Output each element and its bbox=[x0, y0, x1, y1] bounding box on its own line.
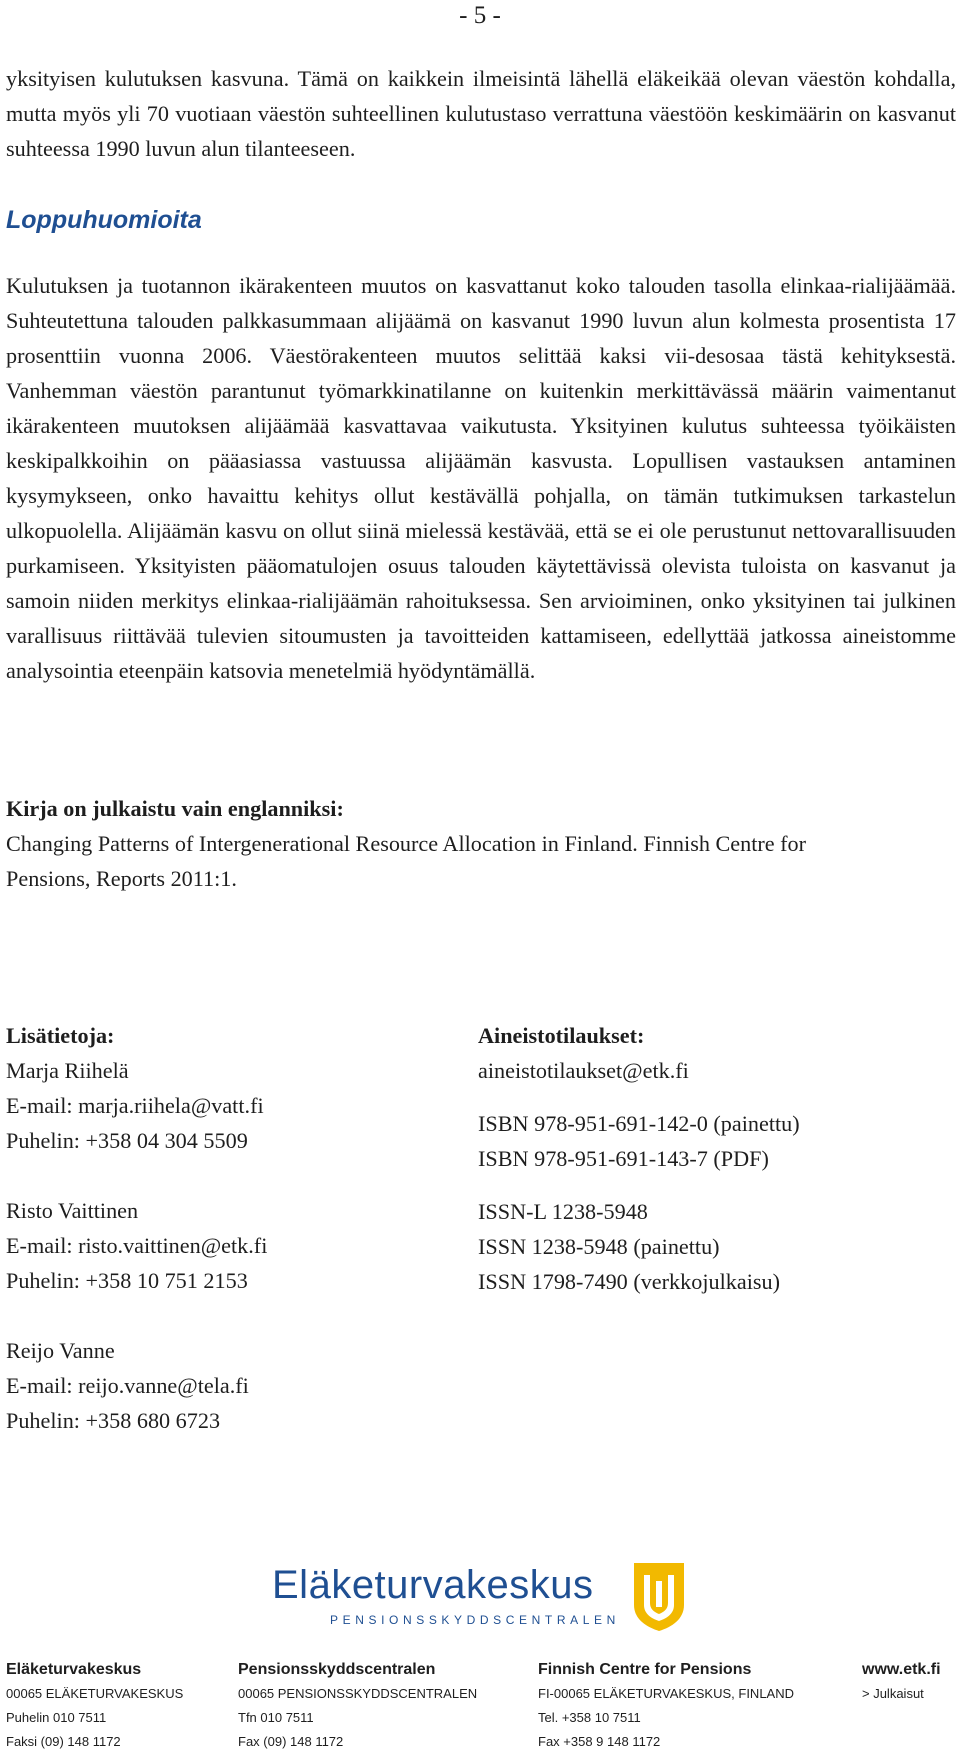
contact-phone: Puhelin: +358 04 304 5509 bbox=[6, 1128, 248, 1153]
footer-heading: Finnish Centre for Pensions bbox=[538, 1661, 752, 1678]
conclusion-paragraph: Kulutuksen ja tuotannon ikärakenteen muutos on kasvattanut koko talouden tasolla elinkaa-rialijäämää. Suhteutettuna talouden palkkasummaan alijäämä on kasvanut 1990 luvun alun kolmesta prosentista 17 prosenttiin vuonna 2006. Väestörakenteen muutos selittää kaksi vii-desosaa tästä kehityksestä. Vanhemman väestön parantunut työmarkkinatilanne on kuitenkin merkittävässä määrin vaimentanut ikärakenteen muutoksen alijäämää kasvattavaa vaikutusta. Yksityinen kulutus suhteessa työikäisten keskipalkkoihin on pääasiassa vastuussa alijäämän kasvusta. Lopullisen vastauksen antaminen kysymykseen, onko havaittu kehitys ollut kestävällä pohjalla, on tämän tutkimuksen tarkastelun ulkopuolella. Alijäämän kasvu on ollut siinä mielessä kestävää, että se ei ole perustunut nettovarallisuuden purkamiseen. Yksityisten pääomatulojen osuus talouden käytettävissä olevista tuloista on kasvanut ja samoin niiden merkitys elinkaa-rialijäämän rahoituksessa. Sen arvioiminen, onko yksityinen tai julkinen varallisuus riittävää tulevien sitoumusten ja tavoitteiden kattamiseen, edellyttää jatkossa aineistomme analysointia eteenpäin katsovia menetelmiä hyödyntämällä. bbox=[6, 273, 956, 683]
footer-line: 00065 PENSIONSSKYDDSCENTRALEN bbox=[238, 1686, 478, 1701]
logo-name: Eläketurvakeskus bbox=[272, 1563, 594, 1607]
section-heading: Loppuhuomioita bbox=[6, 206, 202, 234]
issn-line: ISSN 1238-5948 (painettu) bbox=[478, 1234, 720, 1259]
footer-line: FI-00065 ELÄKETURVAKESKUS, FINLAND bbox=[538, 1686, 795, 1701]
logo-subtitle: PENSIONSSKYDDSCENTRALEN bbox=[330, 1613, 620, 1627]
book-title-line: Pensions, Reports 2011:1. bbox=[6, 866, 237, 891]
footer-column bbox=[6, 1658, 183, 1754]
footer-line: 00065 ELÄKETURVAKESKUS bbox=[6, 1686, 184, 1701]
footer-heading: Pensionsskyddscentralen bbox=[238, 1661, 436, 1678]
contact-name: Reijo Vanne bbox=[6, 1338, 115, 1363]
footer-line: Puhelin 010 7511 bbox=[6, 1710, 107, 1725]
footer-line: Tfn 010 7511 bbox=[238, 1710, 314, 1725]
orders-email[interactable]: aineistotilaukset@etk.fi bbox=[478, 1058, 689, 1083]
website-link[interactable]: www.etk.fi bbox=[862, 1661, 941, 1678]
footer-line: Faksi (09) 148 1172 bbox=[6, 1734, 121, 1749]
logo-emblem-icon bbox=[628, 1561, 690, 1633]
footer-column bbox=[538, 1658, 794, 1754]
orders-heading: Aineistotilaukset: bbox=[478, 1023, 645, 1048]
footer-column bbox=[238, 1658, 477, 1754]
page-number: - 5 - bbox=[459, 2, 501, 29]
book-label: Kirja on julkaistu vain englanniksi: bbox=[6, 796, 344, 821]
contact-name: Risto Vaittinen bbox=[6, 1198, 139, 1223]
contacts-heading: Lisätietoja: bbox=[6, 1023, 115, 1048]
footer-line: Fax +358 9 148 1172 bbox=[538, 1734, 661, 1749]
etk-logo bbox=[272, 1561, 692, 1641]
issn-line: ISSN-L 1238-5948 bbox=[478, 1199, 648, 1224]
book-title-line: Changing Patterns of Intergenerational Resource Allocation in Finland. Finnish Centre for bbox=[6, 831, 807, 856]
isbn-line: ISBN 978-951-691-142-0 (painettu) bbox=[478, 1111, 800, 1136]
issn-line: ISSN 1798-7490 (verkkojulkaisu) bbox=[478, 1269, 780, 1294]
footer bbox=[6, 1658, 956, 1754]
footer-line: Fax (09) 148 1172 bbox=[238, 1734, 344, 1749]
contact-email[interactable]: E-mail: reijo.vanne@tela.fi bbox=[6, 1373, 249, 1398]
isbn-line: ISBN 978-951-691-143-7 (PDF) bbox=[478, 1146, 769, 1171]
footer-column bbox=[862, 1658, 941, 1706]
footer-line: Tel. +358 10 7511 bbox=[538, 1710, 641, 1725]
contact-email[interactable]: E-mail: risto.vaittinen@etk.fi bbox=[6, 1233, 268, 1258]
intro-paragraph: yksityisen kulutuksen kasvuna. Tämä on kaikkein ilmeisintä lähellä eläkeikää olevan väestön kohdalla, mutta myös yli 70 vuotiaan väestön suhteellinen kulutustaso verrattuna väestöön keskimäärin on kasvanut suhteessa 1990 luvun alun tilanteeseen. bbox=[6, 66, 956, 161]
contact-email[interactable]: E-mail: marja.riihela@vatt.fi bbox=[6, 1093, 264, 1118]
contact-name: Marja Riihelä bbox=[6, 1058, 129, 1083]
publications-link[interactable]: > Julkaisut bbox=[862, 1686, 924, 1701]
contact-phone: Puhelin: +358 10 751 2153 bbox=[6, 1268, 248, 1293]
footer-heading: Eläketurvakeskus bbox=[6, 1661, 142, 1678]
contacts-block bbox=[6, 1018, 446, 1438]
contact-phone: Puhelin: +358 680 6723 bbox=[6, 1408, 221, 1433]
orders-block bbox=[478, 1018, 938, 1299]
book-info bbox=[6, 791, 956, 896]
